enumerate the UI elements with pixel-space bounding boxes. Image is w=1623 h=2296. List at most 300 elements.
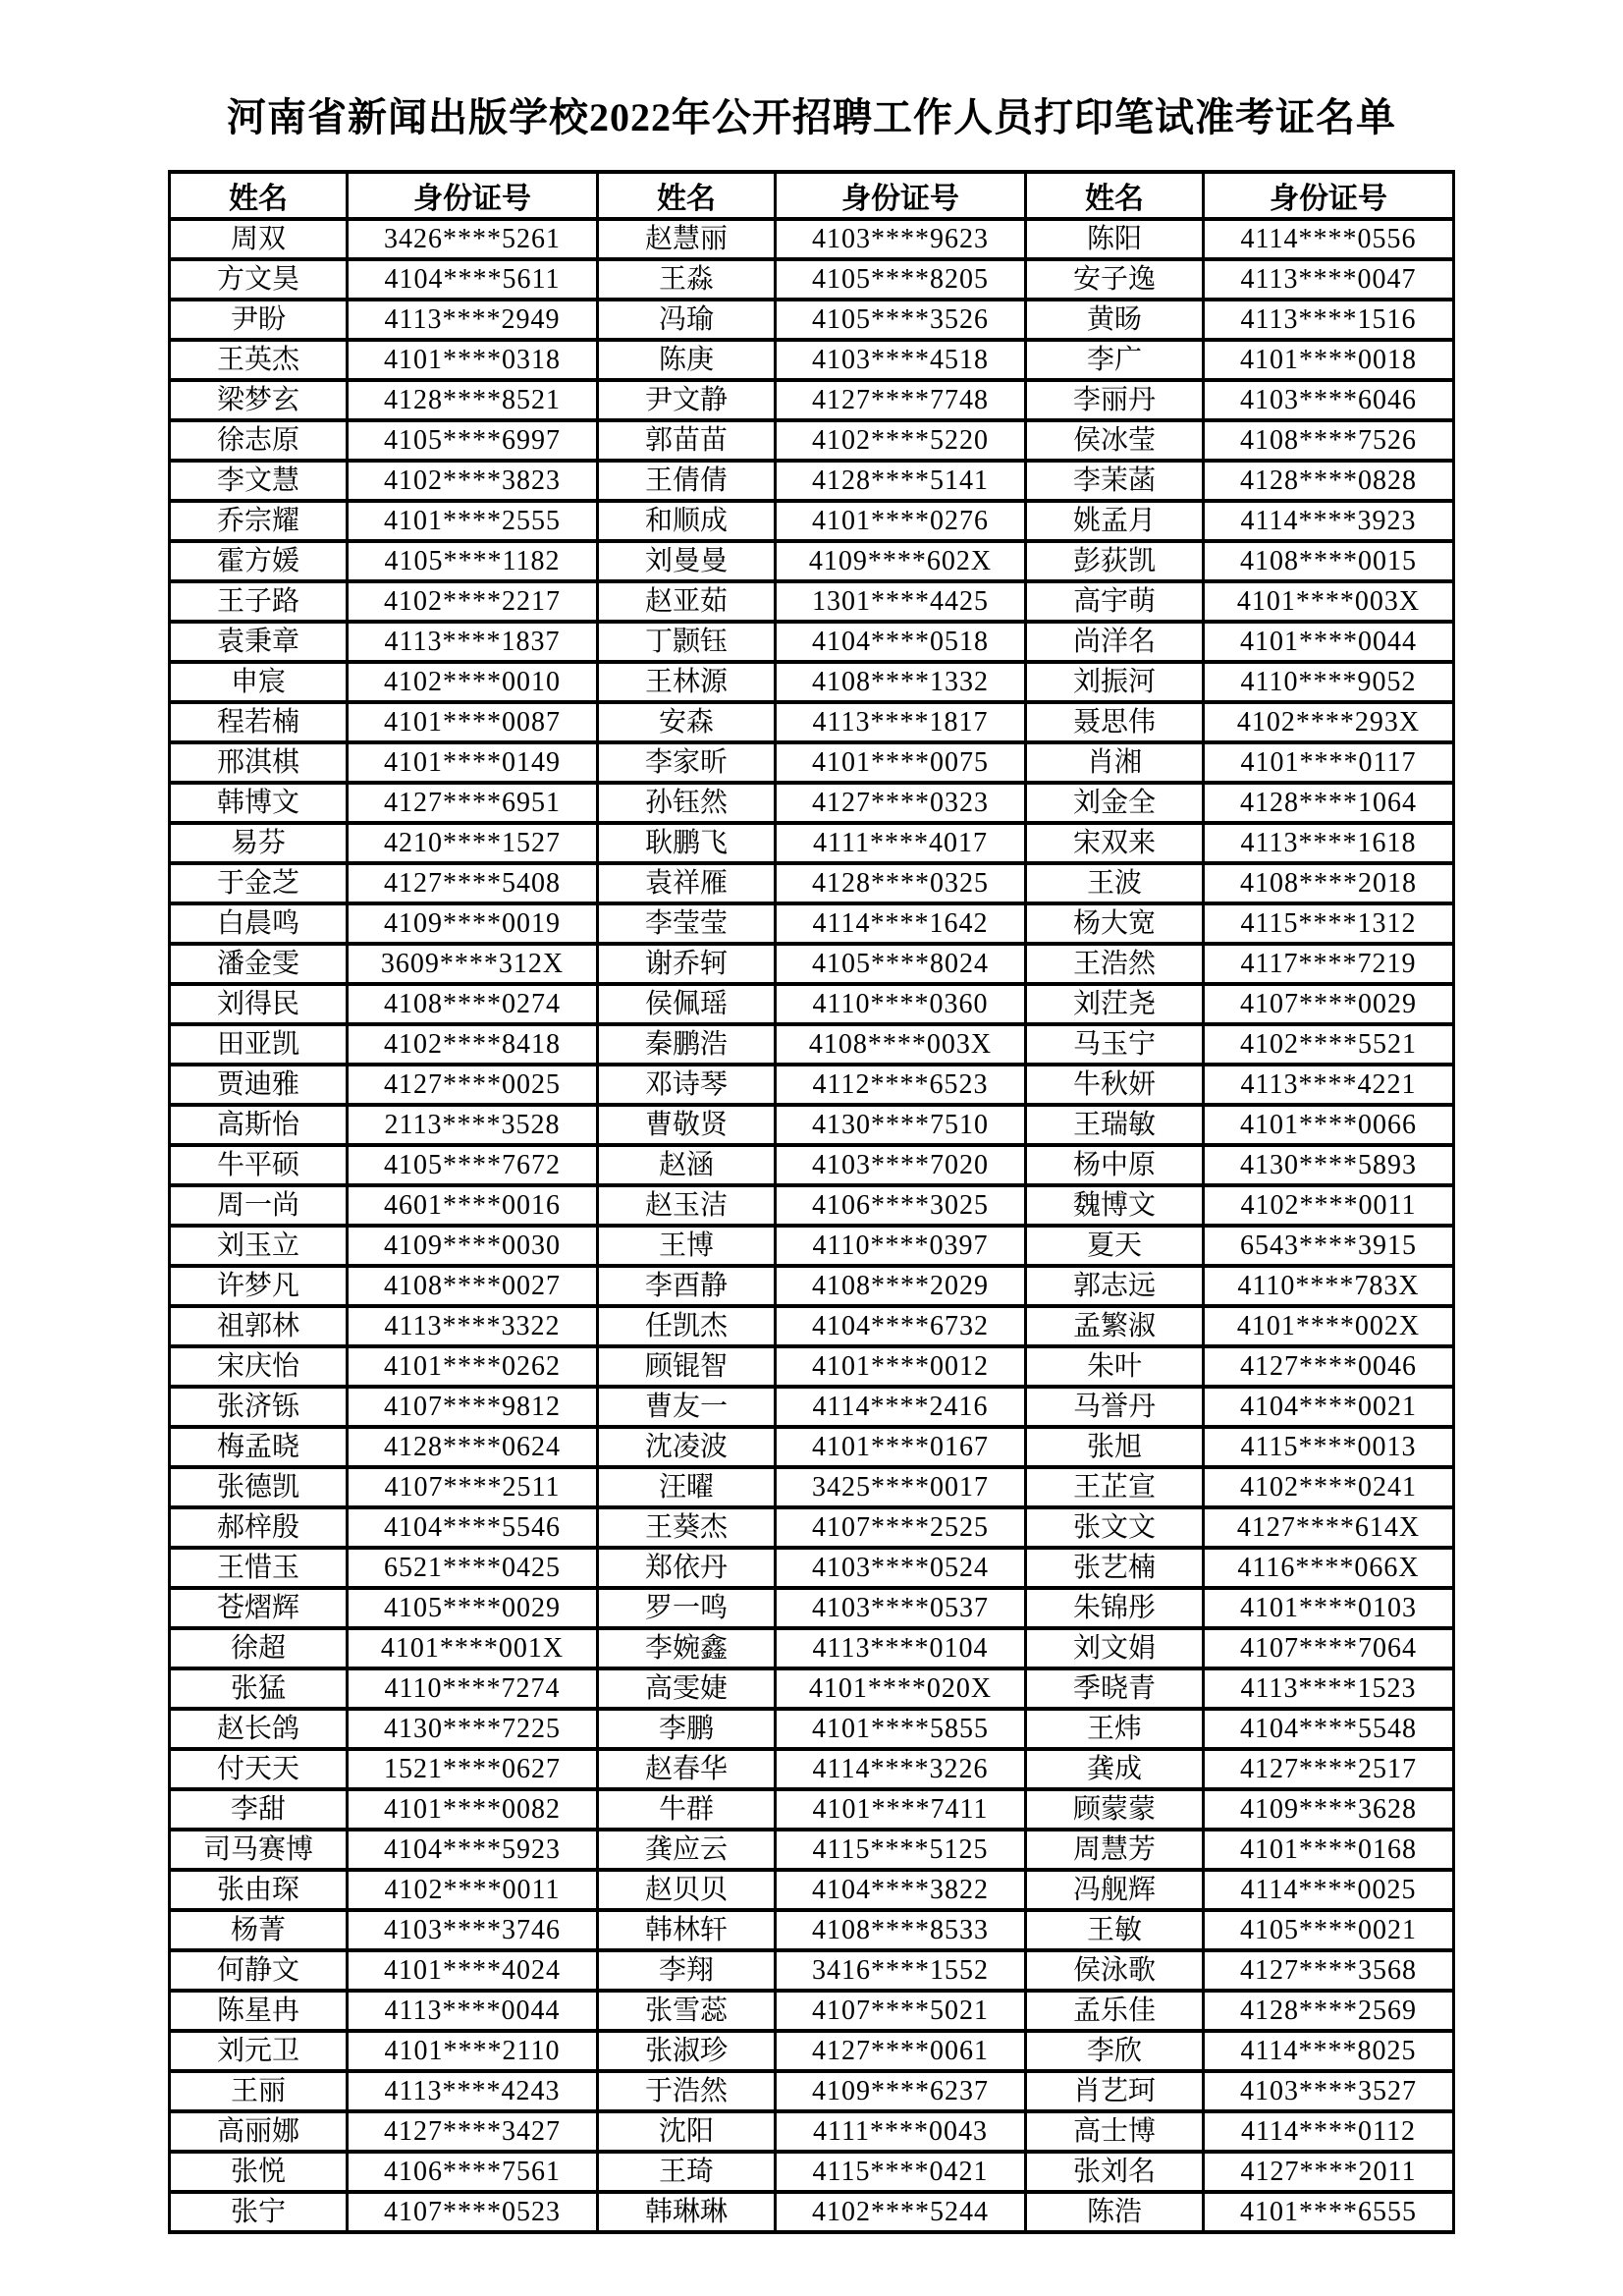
id-number-cell: 4127****0046 xyxy=(1204,1346,1454,1387)
name-cell: 孟繁淑 xyxy=(1026,1306,1204,1346)
admission-ticket-roster-table xyxy=(168,170,1455,2234)
id-number-cell: 4105****7672 xyxy=(348,1145,598,1185)
id-number-cell: 4130****7225 xyxy=(348,1709,598,1749)
name-cell: 许梦凡 xyxy=(170,1266,348,1306)
id-number-cell: 3426****5261 xyxy=(348,219,598,259)
id-number-cell: 4102****5244 xyxy=(776,2192,1026,2232)
id-number-cell: 4109****0019 xyxy=(348,903,598,944)
table-row xyxy=(170,903,1454,944)
name-cell: 李丽丹 xyxy=(1026,380,1204,420)
table-row xyxy=(170,984,1454,1024)
table-row xyxy=(170,1306,1454,1346)
name-cell: 梁梦玄 xyxy=(170,380,348,420)
table-row xyxy=(170,1870,1454,1910)
id-number-cell: 4117****7219 xyxy=(1204,944,1454,984)
name-cell: 徐超 xyxy=(170,1628,348,1668)
name-cell: 刘茳尧 xyxy=(1026,984,1204,1024)
id-number-cell: 4107****9812 xyxy=(348,1387,598,1427)
name-cell: 龚应云 xyxy=(598,1830,776,1870)
name-cell: 刘曼曼 xyxy=(598,541,776,581)
name-cell: 王丽 xyxy=(170,2071,348,2111)
id-number-cell: 4107****2511 xyxy=(348,1467,598,1507)
table-row xyxy=(170,501,1454,541)
id-number-cell: 4105****1182 xyxy=(348,541,598,581)
name-cell: 于金芝 xyxy=(170,863,348,903)
table-row xyxy=(170,1830,1454,1870)
id-number-cell: 4104****5548 xyxy=(1204,1709,1454,1749)
table-row xyxy=(170,1024,1454,1065)
name-cell: 丁颢钰 xyxy=(598,622,776,662)
id-number-cell: 4101****4024 xyxy=(348,1950,598,1991)
id-number-cell: 4113****1516 xyxy=(1204,300,1454,340)
name-cell: 陈浩 xyxy=(1026,2192,1204,2232)
name-cell: 赵亚茹 xyxy=(598,581,776,622)
id-number-cell: 4113****4221 xyxy=(1204,1065,1454,1105)
id-number-cell: 4101****001X xyxy=(348,1628,598,1668)
table-row xyxy=(170,420,1454,461)
name-cell: 徐志原 xyxy=(170,420,348,461)
id-number-cell: 4101****003X xyxy=(1204,581,1454,622)
name-cell: 谢乔轲 xyxy=(598,944,776,984)
name-cell: 刘玉立 xyxy=(170,1226,348,1266)
table-row xyxy=(170,1065,1454,1105)
table-row xyxy=(170,1910,1454,1950)
name-cell: 王敏 xyxy=(1026,1910,1204,1950)
name-cell: 张济铄 xyxy=(170,1387,348,1427)
id-number-cell: 4102****0011 xyxy=(1204,1185,1454,1226)
table-row xyxy=(170,1709,1454,1749)
name-cell: 侯佩瑶 xyxy=(598,984,776,1024)
id-number-cell: 4601****0016 xyxy=(348,1185,598,1226)
id-number-cell: 4115****0013 xyxy=(1204,1427,1454,1467)
name-cell: 肖湘 xyxy=(1026,742,1204,783)
name-cell: 李婉鑫 xyxy=(598,1628,776,1668)
header-cell-id: 身份证号 xyxy=(776,172,1026,219)
name-cell: 顾锟智 xyxy=(598,1346,776,1387)
name-cell: 王琦 xyxy=(598,2152,776,2192)
id-number-cell: 4104****0518 xyxy=(776,622,1026,662)
id-number-cell: 4106****7561 xyxy=(348,2152,598,2192)
id-number-cell: 4104****5546 xyxy=(348,1507,598,1548)
id-number-cell: 4128****0828 xyxy=(1204,461,1454,501)
name-cell: 安森 xyxy=(598,702,776,742)
id-number-cell: 4102****5220 xyxy=(776,420,1026,461)
name-cell: 韩琳琳 xyxy=(598,2192,776,2232)
name-cell: 高丽娜 xyxy=(170,2111,348,2152)
name-cell: 赵玉洁 xyxy=(598,1185,776,1226)
name-cell: 王惜玉 xyxy=(170,1548,348,1588)
id-number-cell: 4101****0066 xyxy=(1204,1105,1454,1145)
header-row xyxy=(170,172,1454,219)
id-number-cell: 4115****5125 xyxy=(776,1830,1026,1870)
table-row xyxy=(170,783,1454,823)
page-title: 河南省新闻出版学校2022年公开招聘工作人员打印笔试准考证名单 xyxy=(227,95,1396,139)
table-row xyxy=(170,1185,1454,1226)
id-number-cell: 4127****7748 xyxy=(776,380,1026,420)
name-cell: 王浩然 xyxy=(1026,944,1204,984)
name-cell: 邓诗琴 xyxy=(598,1065,776,1105)
id-number-cell: 4130****5893 xyxy=(1204,1145,1454,1185)
table-row xyxy=(170,461,1454,501)
id-number-cell: 4104****5611 xyxy=(348,259,598,300)
id-number-cell: 4113****1817 xyxy=(776,702,1026,742)
header-cell-id: 身份证号 xyxy=(348,172,598,219)
name-cell: 曹友一 xyxy=(598,1387,776,1427)
header-cell-name: 姓名 xyxy=(598,172,776,219)
name-cell: 高斯怡 xyxy=(170,1105,348,1145)
id-number-cell: 4109****6237 xyxy=(776,2071,1026,2111)
name-cell: 何静文 xyxy=(170,1950,348,1991)
name-cell: 张雪蕊 xyxy=(598,1991,776,2031)
name-cell: 黄旸 xyxy=(1026,300,1204,340)
name-cell: 方文昊 xyxy=(170,259,348,300)
id-number-cell: 4113****0047 xyxy=(1204,259,1454,300)
name-cell: 郑依丹 xyxy=(598,1548,776,1588)
name-cell: 李欣 xyxy=(1026,2031,1204,2071)
id-number-cell: 4105****0029 xyxy=(348,1588,598,1628)
id-number-cell: 4101****0318 xyxy=(348,340,598,380)
id-number-cell: 4101****2110 xyxy=(348,2031,598,2071)
id-number-cell: 4128****8521 xyxy=(348,380,598,420)
name-cell: 任凯杰 xyxy=(598,1306,776,1346)
name-cell: 肖艺珂 xyxy=(1026,2071,1204,2111)
name-cell: 聂思伟 xyxy=(1026,702,1204,742)
id-number-cell: 4101****0044 xyxy=(1204,622,1454,662)
name-cell: 孙钰然 xyxy=(598,783,776,823)
id-number-cell: 4101****0082 xyxy=(348,1789,598,1830)
name-cell: 袁秉章 xyxy=(170,622,348,662)
id-number-cell: 4107****0029 xyxy=(1204,984,1454,1024)
id-number-cell: 4107****5021 xyxy=(776,1991,1026,2031)
id-number-cell: 3425****0017 xyxy=(776,1467,1026,1507)
id-number-cell: 4103****0524 xyxy=(776,1548,1026,1588)
id-number-cell: 4105****8024 xyxy=(776,944,1026,984)
name-cell: 申宸 xyxy=(170,662,348,702)
table-row xyxy=(170,581,1454,622)
name-cell: 李莹莹 xyxy=(598,903,776,944)
id-number-cell: 3416****1552 xyxy=(776,1950,1026,1991)
id-number-cell: 4111****0043 xyxy=(776,2111,1026,2152)
id-number-cell: 4127****2517 xyxy=(1204,1749,1454,1789)
id-number-cell: 4128****1064 xyxy=(1204,783,1454,823)
table-row xyxy=(170,340,1454,380)
id-number-cell: 4108****0027 xyxy=(348,1266,598,1306)
name-cell: 刘文娟 xyxy=(1026,1628,1204,1668)
id-number-cell: 4109****0030 xyxy=(348,1226,598,1266)
name-cell: 张旭 xyxy=(1026,1427,1204,1467)
name-cell: 赵春华 xyxy=(598,1749,776,1789)
id-number-cell: 4101****0012 xyxy=(776,1346,1026,1387)
table-row xyxy=(170,662,1454,702)
name-cell: 朱叶 xyxy=(1026,1346,1204,1387)
name-cell: 马誉丹 xyxy=(1026,1387,1204,1427)
name-cell: 姚孟月 xyxy=(1026,501,1204,541)
name-cell: 邢淇棋 xyxy=(170,742,348,783)
name-cell: 司马赛博 xyxy=(170,1830,348,1870)
name-cell: 韩林轩 xyxy=(598,1910,776,1950)
name-cell: 李翔 xyxy=(598,1950,776,1991)
id-number-cell: 4104****0021 xyxy=(1204,1387,1454,1427)
id-number-cell: 4114****0025 xyxy=(1204,1870,1454,1910)
name-cell: 周双 xyxy=(170,219,348,259)
id-number-cell: 4101****0103 xyxy=(1204,1588,1454,1628)
id-number-cell: 4104****5923 xyxy=(348,1830,598,1870)
name-cell: 刘元卫 xyxy=(170,2031,348,2071)
name-cell: 杨中原 xyxy=(1026,1145,1204,1185)
name-cell: 赵慧丽 xyxy=(598,219,776,259)
id-number-cell: 4102****8418 xyxy=(348,1024,598,1065)
name-cell: 李甜 xyxy=(170,1789,348,1830)
id-number-cell: 4116****066X xyxy=(1204,1548,1454,1588)
id-number-cell: 4127****0025 xyxy=(348,1065,598,1105)
name-cell: 李茉菡 xyxy=(1026,461,1204,501)
name-cell: 朱锦彤 xyxy=(1026,1588,1204,1628)
table-head xyxy=(170,172,1454,219)
id-number-cell: 4101****0276 xyxy=(776,501,1026,541)
id-number-cell: 4103****7020 xyxy=(776,1145,1026,1185)
name-cell: 尚洋名 xyxy=(1026,622,1204,662)
id-number-cell: 3609****312X xyxy=(348,944,598,984)
id-number-cell: 2113****3528 xyxy=(348,1105,598,1145)
name-cell: 冯瑜 xyxy=(598,300,776,340)
name-cell: 孟乐佳 xyxy=(1026,1991,1204,2031)
name-cell: 高宇萌 xyxy=(1026,581,1204,622)
id-number-cell: 4128****5141 xyxy=(776,461,1026,501)
name-cell: 罗一鸣 xyxy=(598,1588,776,1628)
table-row xyxy=(170,863,1454,903)
name-cell: 郝梓殷 xyxy=(170,1507,348,1548)
name-cell: 耿鹏飞 xyxy=(598,823,776,863)
table-row xyxy=(170,742,1454,783)
name-cell: 付天天 xyxy=(170,1749,348,1789)
id-number-cell: 4103****9623 xyxy=(776,219,1026,259)
id-number-cell: 4111****4017 xyxy=(776,823,1026,863)
id-number-cell: 4127****0323 xyxy=(776,783,1026,823)
name-cell: 易芬 xyxy=(170,823,348,863)
name-cell: 杨菁 xyxy=(170,1910,348,1950)
name-cell: 张艺楠 xyxy=(1026,1548,1204,1588)
id-number-cell: 4103****6046 xyxy=(1204,380,1454,420)
name-cell: 于浩然 xyxy=(598,2071,776,2111)
name-cell: 马玉宁 xyxy=(1026,1024,1204,1065)
id-number-cell: 4128****0325 xyxy=(776,863,1026,903)
id-number-cell: 4210****1527 xyxy=(348,823,598,863)
id-number-cell: 4113****4243 xyxy=(348,2071,598,2111)
table-row xyxy=(170,1105,1454,1145)
name-cell: 陈星冉 xyxy=(170,1991,348,2031)
name-cell: 郭志远 xyxy=(1026,1266,1204,1306)
name-cell: 龚成 xyxy=(1026,1749,1204,1789)
id-number-cell: 4110****7274 xyxy=(348,1668,598,1709)
id-number-cell: 4102****0011 xyxy=(348,1870,598,1910)
name-cell: 牛群 xyxy=(598,1789,776,1830)
name-cell: 王芷宣 xyxy=(1026,1467,1204,1507)
name-cell: 刘金全 xyxy=(1026,783,1204,823)
id-number-cell: 4113****0044 xyxy=(348,1991,598,2031)
id-number-cell: 4113****1837 xyxy=(348,622,598,662)
name-cell: 安子逸 xyxy=(1026,259,1204,300)
name-cell: 刘得民 xyxy=(170,984,348,1024)
id-number-cell: 4105****8205 xyxy=(776,259,1026,300)
table-row xyxy=(170,1991,1454,2031)
name-cell: 高士博 xyxy=(1026,2111,1204,2152)
name-cell: 沈阳 xyxy=(598,2111,776,2152)
name-cell: 王林源 xyxy=(598,662,776,702)
id-number-cell: 4114****1642 xyxy=(776,903,1026,944)
name-cell: 李酉静 xyxy=(598,1266,776,1306)
id-number-cell: 4114****3226 xyxy=(776,1749,1026,1789)
name-cell: 王炜 xyxy=(1026,1709,1204,1749)
header-cell-id: 身份证号 xyxy=(1204,172,1454,219)
id-number-cell: 4114****8025 xyxy=(1204,2031,1454,2071)
table-row xyxy=(170,1427,1454,1467)
name-cell: 张悦 xyxy=(170,2152,348,2192)
id-number-cell: 4101****0168 xyxy=(1204,1830,1454,1870)
name-cell: 宋庆怡 xyxy=(170,1346,348,1387)
name-cell: 梅孟晓 xyxy=(170,1427,348,1467)
table-row xyxy=(170,944,1454,984)
id-number-cell: 1301****4425 xyxy=(776,581,1026,622)
id-number-cell: 4127****3427 xyxy=(348,2111,598,2152)
id-number-cell: 4101****2555 xyxy=(348,501,598,541)
table-row xyxy=(170,1588,1454,1628)
name-cell: 周慧芳 xyxy=(1026,1830,1204,1870)
name-cell: 赵涵 xyxy=(598,1145,776,1185)
id-number-cell: 4108****0015 xyxy=(1204,541,1454,581)
name-cell: 侯泳歌 xyxy=(1026,1950,1204,1991)
name-cell: 沈凌波 xyxy=(598,1427,776,1467)
table-row xyxy=(170,1668,1454,1709)
id-number-cell: 4102****5521 xyxy=(1204,1024,1454,1065)
id-number-cell: 4114****0112 xyxy=(1204,2111,1454,2152)
name-cell: 汪曜 xyxy=(598,1467,776,1507)
table-row xyxy=(170,1226,1454,1266)
name-cell: 张刘名 xyxy=(1026,2152,1204,2192)
id-number-cell: 6521****0425 xyxy=(348,1548,598,1588)
id-number-cell: 4108****7526 xyxy=(1204,420,1454,461)
name-cell: 季晓青 xyxy=(1026,1668,1204,1709)
id-number-cell: 4101****7411 xyxy=(776,1789,1026,1830)
id-number-cell: 4101****0117 xyxy=(1204,742,1454,783)
id-number-cell: 4104****3822 xyxy=(776,1870,1026,1910)
id-number-cell: 4109****3628 xyxy=(1204,1789,1454,1830)
name-cell: 侯冰莹 xyxy=(1026,420,1204,461)
id-number-cell: 4105****3526 xyxy=(776,300,1026,340)
id-number-cell: 4101****0149 xyxy=(348,742,598,783)
name-cell: 贾迪雅 xyxy=(170,1065,348,1105)
name-cell: 李文慧 xyxy=(170,461,348,501)
name-cell: 李鹏 xyxy=(598,1709,776,1749)
id-number-cell: 4115****0421 xyxy=(776,2152,1026,2192)
table-row xyxy=(170,1467,1454,1507)
name-cell: 魏博文 xyxy=(1026,1185,1204,1226)
table-row xyxy=(170,2152,1454,2192)
name-cell: 宋双来 xyxy=(1026,823,1204,863)
name-cell: 陈阳 xyxy=(1026,219,1204,259)
id-number-cell: 4107****2525 xyxy=(776,1507,1026,1548)
name-cell: 袁祥雁 xyxy=(598,863,776,903)
table-row xyxy=(170,1548,1454,1588)
id-number-cell: 4101****0018 xyxy=(1204,340,1454,380)
name-cell: 王葵杰 xyxy=(598,1507,776,1548)
id-number-cell: 4105****0021 xyxy=(1204,1910,1454,1950)
name-cell: 王英杰 xyxy=(170,340,348,380)
id-number-cell: 4127****5408 xyxy=(348,863,598,903)
id-number-cell: 4102****0241 xyxy=(1204,1467,1454,1507)
id-number-cell: 4108****003X xyxy=(776,1024,1026,1065)
table-row xyxy=(170,1789,1454,1830)
id-number-cell: 4102****3823 xyxy=(348,461,598,501)
id-number-cell: 4101****0167 xyxy=(776,1427,1026,1467)
id-number-cell: 4107****0523 xyxy=(348,2192,598,2232)
id-number-cell: 1521****0627 xyxy=(348,1749,598,1789)
name-cell: 牛秋妍 xyxy=(1026,1065,1204,1105)
id-number-cell: 4109****602X xyxy=(776,541,1026,581)
id-number-cell: 4101****0075 xyxy=(776,742,1026,783)
id-number-cell: 4101****6555 xyxy=(1204,2192,1454,2232)
name-cell: 王倩倩 xyxy=(598,461,776,501)
id-number-cell: 4127****0061 xyxy=(776,2031,1026,2071)
table-row xyxy=(170,1266,1454,1306)
id-number-cell: 4103****0537 xyxy=(776,1588,1026,1628)
id-number-cell: 4114****0556 xyxy=(1204,219,1454,259)
id-number-cell: 4105****6997 xyxy=(348,420,598,461)
id-number-cell: 4127****2011 xyxy=(1204,2152,1454,2192)
id-number-cell: 4103****4518 xyxy=(776,340,1026,380)
name-cell: 张淑珍 xyxy=(598,2031,776,2071)
name-cell: 霍方媛 xyxy=(170,541,348,581)
id-number-cell: 4130****7510 xyxy=(776,1105,1026,1145)
name-cell: 和顺成 xyxy=(598,501,776,541)
table-row xyxy=(170,2031,1454,2071)
id-number-cell: 4101****002X xyxy=(1204,1306,1454,1346)
id-number-cell: 6543****3915 xyxy=(1204,1226,1454,1266)
name-cell: 夏天 xyxy=(1026,1226,1204,1266)
id-number-cell: 4101****5855 xyxy=(776,1709,1026,1749)
id-number-cell: 4115****1312 xyxy=(1204,903,1454,944)
name-cell: 曹敬贤 xyxy=(598,1105,776,1145)
id-number-cell: 4102****0010 xyxy=(348,662,598,702)
id-number-cell: 4112****6523 xyxy=(776,1065,1026,1105)
name-cell: 程若楠 xyxy=(170,702,348,742)
name-cell: 王博 xyxy=(598,1226,776,1266)
name-cell: 赵长鸽 xyxy=(170,1709,348,1749)
id-number-cell: 4110****0397 xyxy=(776,1226,1026,1266)
id-number-cell: 4127****3568 xyxy=(1204,1950,1454,1991)
id-number-cell: 4128****0624 xyxy=(348,1427,598,1467)
table-row xyxy=(170,541,1454,581)
name-cell: 杨大宽 xyxy=(1026,903,1204,944)
id-number-cell: 4106****3025 xyxy=(776,1185,1026,1226)
table-row xyxy=(170,1749,1454,1789)
header-cell-name: 姓名 xyxy=(170,172,348,219)
name-cell: 郭苗苗 xyxy=(598,420,776,461)
id-number-cell: 4103****3527 xyxy=(1204,2071,1454,2111)
table-row xyxy=(170,219,1454,259)
name-cell: 张猛 xyxy=(170,1668,348,1709)
id-number-cell: 4101****0262 xyxy=(348,1346,598,1387)
name-cell: 张由琛 xyxy=(170,1870,348,1910)
id-number-cell: 4108****2029 xyxy=(776,1266,1026,1306)
id-number-cell: 4114****3923 xyxy=(1204,501,1454,541)
name-cell: 王瑞敏 xyxy=(1026,1105,1204,1145)
id-number-cell: 4127****6951 xyxy=(348,783,598,823)
id-number-cell: 4113****1618 xyxy=(1204,823,1454,863)
name-cell: 潘金雯 xyxy=(170,944,348,984)
name-cell: 刘振河 xyxy=(1026,662,1204,702)
id-number-cell: 4127****614X xyxy=(1204,1507,1454,1548)
table-row xyxy=(170,1387,1454,1427)
